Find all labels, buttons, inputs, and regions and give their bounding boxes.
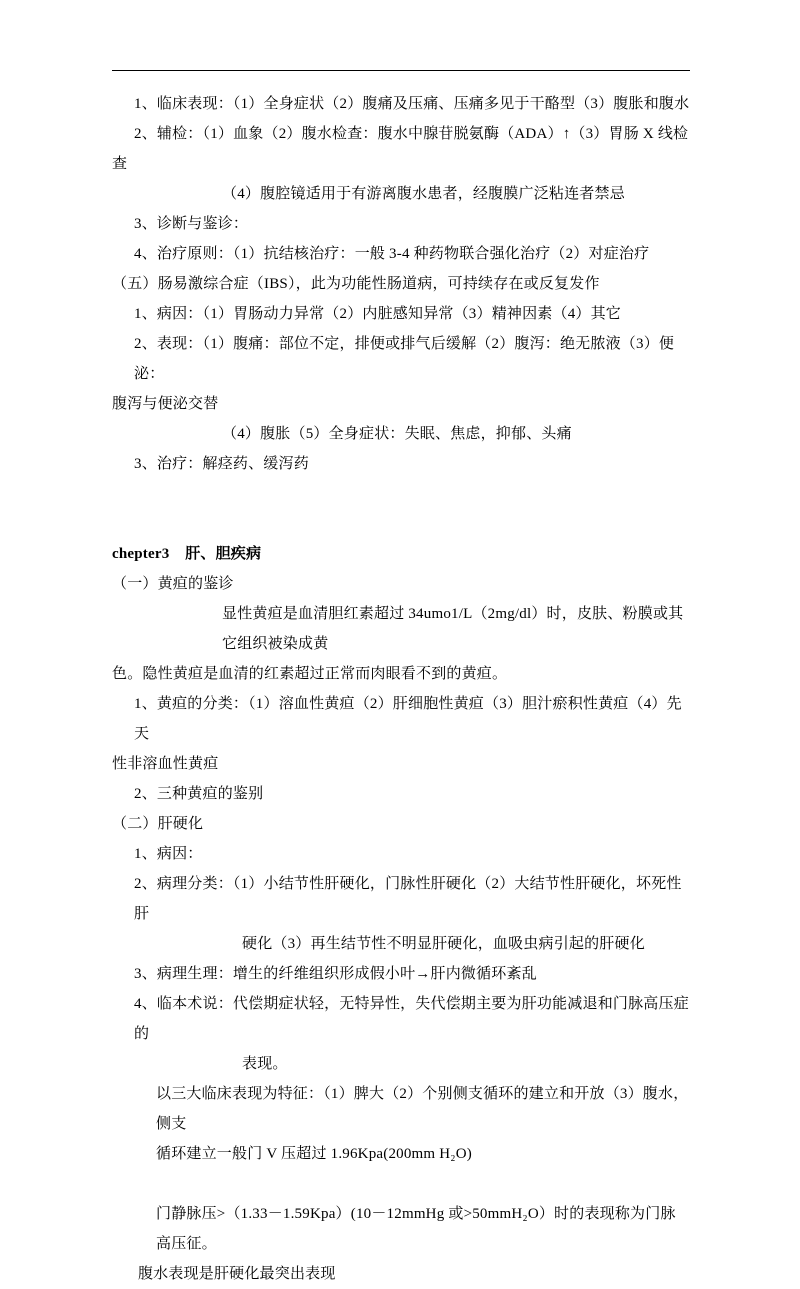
text-line: 1、临床表现：（1）全身症状（2）腹痛及压痛、压痛多见于干酪型（3）腹胀和腹水 [134, 96, 690, 112]
text-line: （4）腹腔镜适用于有游离腹水患者，经腹膜广泛粘连者禁忌 [222, 186, 625, 202]
text-line: 1、黄疸的分类：（1）溶血性黄疸（2）肝细胞性黄疸（3）胆汁瘀积性黄疸（4）先天 [134, 696, 682, 742]
text-line: 2、表现：（1）腹痛：部位不定，排便或排气后缓解（2）腹泻：绝无脓液（3）便泌： [134, 336, 675, 382]
text-line: 3、治疗：解痉药、缓泻药 [134, 456, 309, 472]
text-line: （4）腹胀（5）全身症状：失眠、焦虑，抑郁、头痛 [222, 426, 572, 442]
text-line: 查 [112, 156, 128, 172]
text-line: 表现。 [242, 1056, 288, 1072]
text-line: 3、诊断与鉴诊： [134, 216, 249, 232]
text-line: （二）肝硬化 [112, 816, 204, 832]
text-line: 2、三种黄疸的鉴别 [134, 786, 264, 802]
text-line: （一）黄疸的鉴诊 [112, 576, 234, 592]
text-line: 循环建立一般门 V 压超过 1.96Kpa(200mm H₂O) [156, 1146, 472, 1162]
text-line: 腹水表现是肝硬化最突出表现 [134, 1266, 336, 1282]
header-rule [112, 70, 690, 71]
paragraph-spacer [112, 479, 690, 509]
text-line: 2、辅检：（1）血象（2）腹水检查：腹水中腺苷脱氨酶（ADA）↑（3）胃肠 X 线检 [134, 126, 689, 142]
text-line: 性非溶血性黄疸 [112, 756, 219, 772]
paragraph-spacer [112, 509, 690, 539]
text-line: 4、临本术说：代偿期症状轻，无特异性，失代偿期主要为肝功能减退和门脉高压症的 [134, 996, 689, 1042]
text-line: 显性黄疸是血清胆红素超过 34umo1/L（2mg/dl）时，皮肤、粉膜或其它组织被染成黄 [222, 606, 684, 652]
text-line: 4、治疗原则：（1）抗结核治疗：一般 3-4 种药物联合强化治疗（2）对症治疗 [134, 246, 650, 262]
chapter-heading: chepter3 肝、胆疾病 [112, 546, 262, 562]
text-line: 硬化（3）再生结节性不明显肝硬化，血吸虫病引起的肝硬化 [242, 936, 645, 952]
document-body [112, 70, 690, 1289]
text-line: 1、病因： [134, 846, 203, 862]
text-line: 3、病理生理：增生的纤维组织形成假小叶→肝内微循环紊乱 [134, 966, 537, 982]
text-line: （五）肠易激综合症（IBS），此为功能性肠道病，可持续存在或反复发作 [112, 276, 600, 292]
text-line: 2、病理分类：（1）小结节性肝硬化，门脉性肝硬化（2）大结节性肝硬化，坏死性肝 [134, 876, 682, 922]
text-line: 腹泻与便泌交替 [112, 396, 219, 412]
text-line: 色。隐性黄疸是血清的红素超过正常而肉眼看不到的黄疸。 [112, 666, 508, 682]
text-line: 门静脉压>（1.33－1.59Kpa）(10－12mmHg 或>50mmH₂O）时的表现称为门脉高压征。 [156, 1206, 676, 1252]
text-line: 以三大临床表现为特征：（1）脾大（2）个别侧支循环的建立和开放（3）腹水，侧支 [156, 1086, 689, 1132]
text-line: 1、病因：（1）胃肠动力异常（2）内脏感知异常（3）精神因素（4）其它 [134, 306, 622, 322]
paragraph-spacer [112, 1169, 690, 1199]
